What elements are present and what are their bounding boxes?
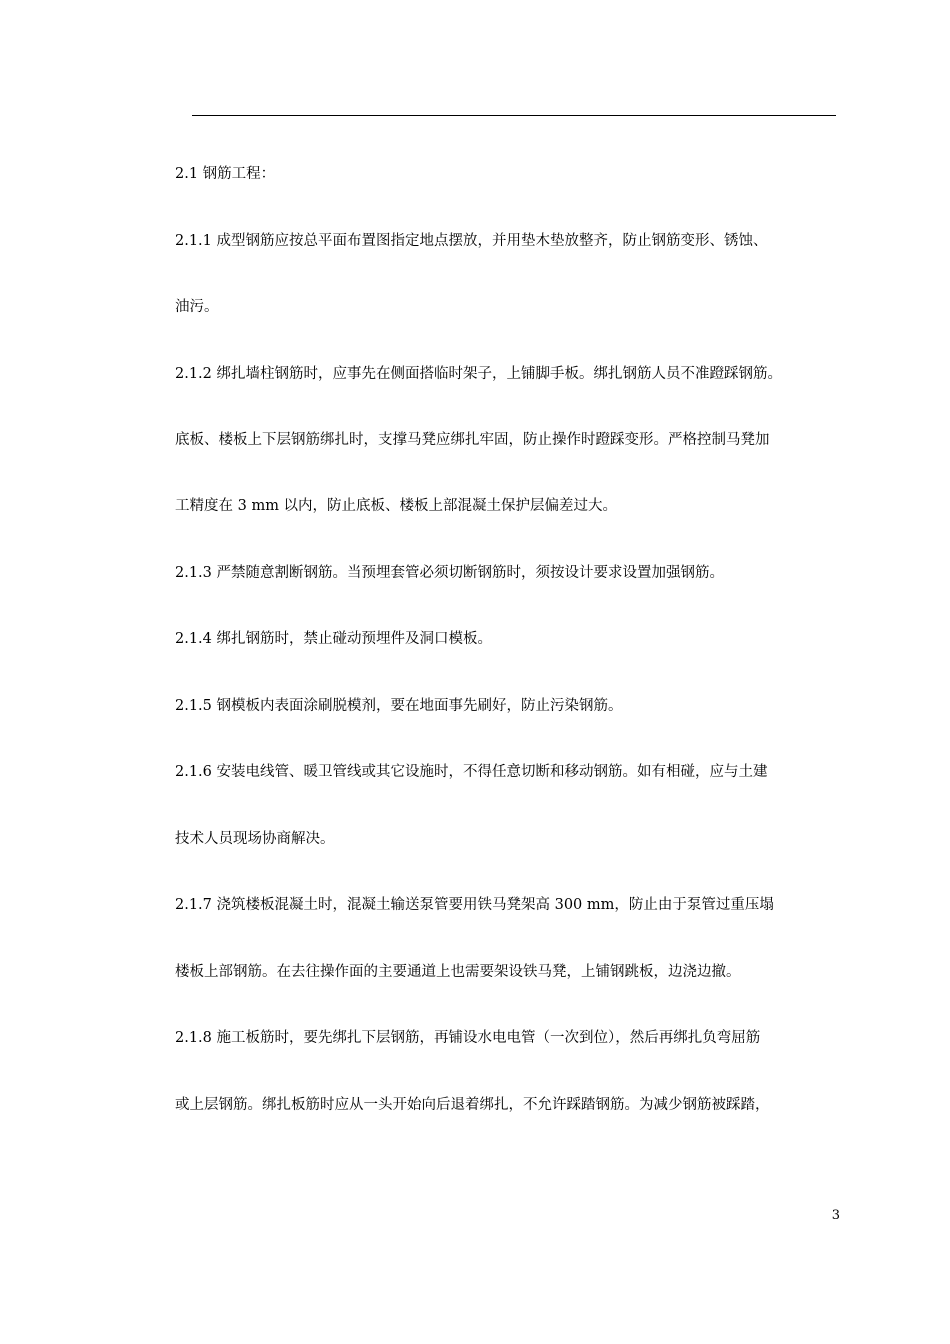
paragraph-line: 技术人员现场协商解决。: [175, 831, 335, 847]
paragraph-line: 楼板上部钢筋。在去往操作面的主要通道上也需要架设铁马凳，上铺钢跳板，边浇边撤。: [175, 964, 741, 980]
paragraph-line: 2.1.8 施工板筋时，要先绑扎下层钢筋，再铺设水电电管（一次到位），然后再绑扎负弯屈筋: [175, 1030, 761, 1046]
header-rule: [192, 115, 836, 116]
paragraph-line: 工精度在 3 mm 以内，防止底板、楼板上部混凝土保护层偏差过大。: [175, 498, 618, 514]
paragraph-line: 2.1.4 绑扎钢筋时，禁止碰动预埋件及洞口模板。: [175, 631, 493, 647]
paragraph-line: 底板、楼板上下层钢筋绑扎时，支撑马凳应绑扎牢固，防止操作时蹬踩变形。严格控制马凳加: [175, 432, 770, 448]
section-heading: 2.1 钢筋工程：: [175, 166, 276, 182]
page-number: 3: [831, 1208, 840, 1223]
paragraph-line: 或上层钢筋。绑扎板筋时应从一头开始向后退着绑扎，不允许踩踏钢筋。为减少钢筋被踩踏，: [175, 1097, 770, 1113]
paragraph-line: 油污。: [175, 299, 219, 315]
paragraph-line: 2.1.7 浇筑楼板混凝土时，混凝土输送泵管要用铁马凳架高 300 mm，防止由于泵管过重压塌: [175, 897, 774, 913]
paragraph-line: 2.1.3 严禁随意割断钢筋。当预埋套管必须切断钢筋时，须按设计要求设置加强钢筋。: [175, 565, 725, 581]
paragraph-line: 2.1.1 成型钢筋应按总平面布置图指定地点摆放，并用垫木垫放整齐，防止钢筋变形、锈蚀、: [175, 233, 768, 249]
paragraph-line: 2.1.2 绑扎墙柱钢筋时，应事先在侧面搭临时架子，上铺脚手板。绑扎钢筋人员不准蹬踩钢筋。: [175, 366, 782, 382]
paragraph-line: 2.1.5 钢模板内表面涂刷脱模剂，要在地面事先刷好，防止污染钢筋。: [175, 698, 623, 714]
paragraph-line: 2.1.6 安装电线管、暖卫管线或其它设施时，不得任意切断和移动钢筋。如有相碰，应与土建: [175, 764, 768, 780]
